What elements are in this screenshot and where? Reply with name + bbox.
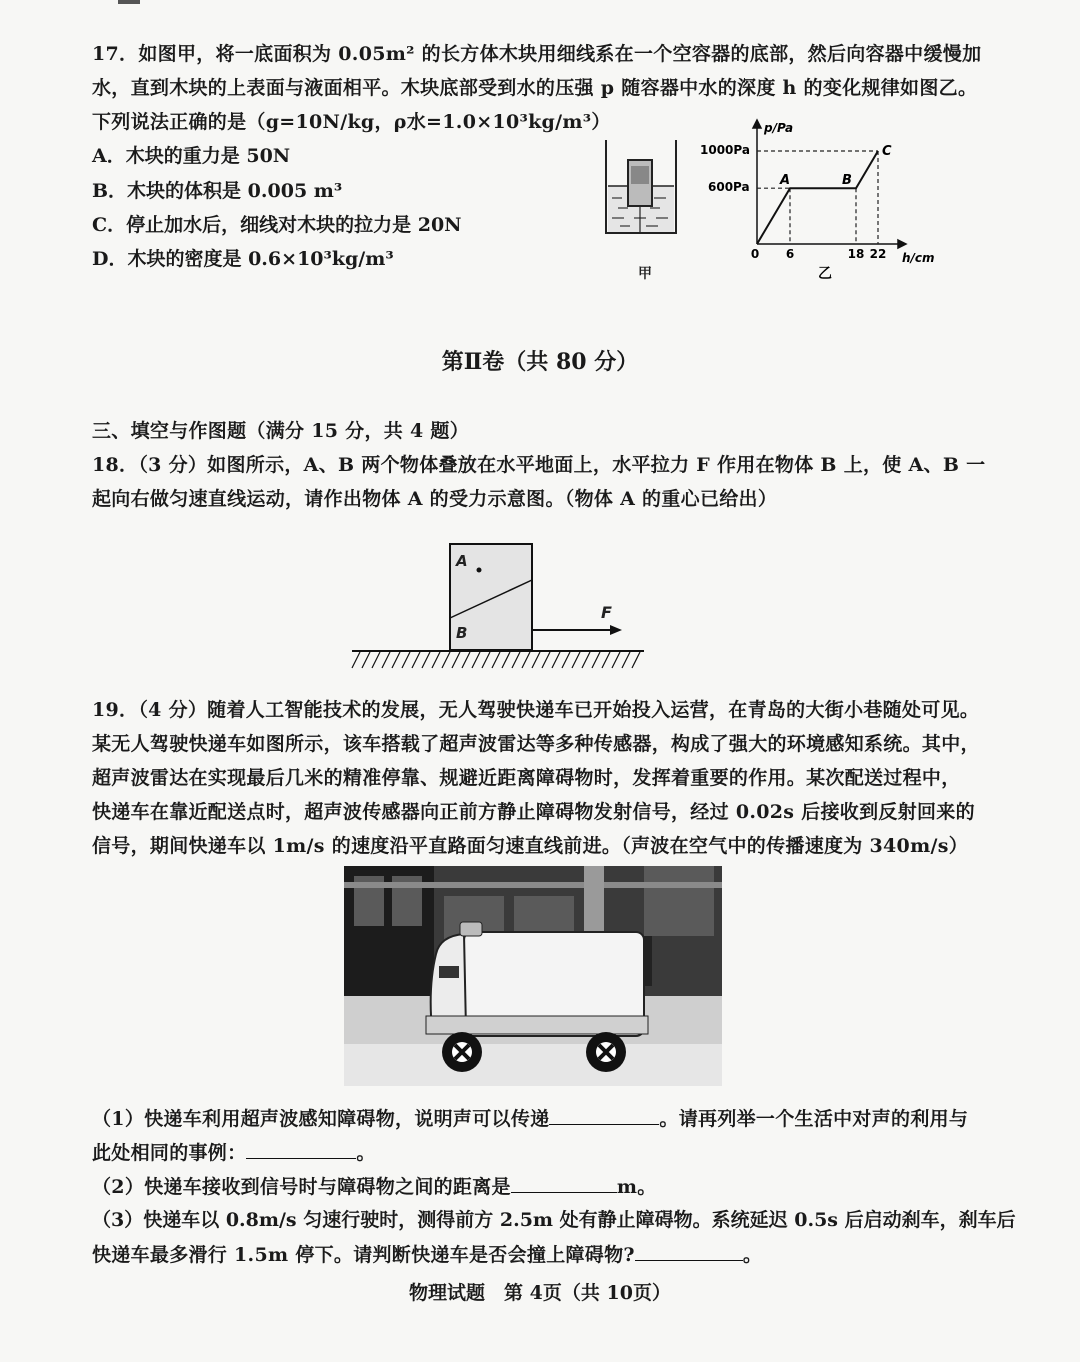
q19-sub1-line-1 — [92, 1106, 968, 1131]
q19-line-1: 19．（4 分）随着人工智能技术的发展，无人驾驶快递车已开始投入运营，在青岛的大街小巷随处可见。 — [92, 699, 980, 721]
hatch-stroke — [412, 652, 420, 668]
fig-jia-caption: 甲 — [638, 266, 652, 282]
q17-option-a: A．木块的重力是 50N — [92, 145, 291, 167]
fig-yi-graph — [690, 112, 950, 287]
point-label-b: B — [842, 173, 852, 189]
q17-option-d: D．木块的密度是 0.6×10³kg/m³ — [92, 248, 394, 270]
q17-line-1: 17．如图甲，将一底面积为 0.05m² 的长方体木块用细线系在一个空容器的底部，然后向容器中缓慢加 — [92, 43, 982, 65]
fig-yi-caption: 乙 — [818, 266, 832, 282]
hatch-stroke — [392, 652, 400, 668]
hatch-stroke — [622, 652, 630, 668]
hatch-stroke — [462, 652, 470, 668]
x-axis-label: h/cm — [902, 251, 935, 265]
y-tick-600: 600Pa — [708, 180, 750, 194]
q19-sub1-text-a: （1）快递车利用超声波感知障碍物，说明声可以传递 — [92, 1108, 550, 1130]
hatch-stroke — [572, 652, 580, 668]
hatch-stroke — [442, 652, 450, 668]
hatch-stroke — [632, 652, 640, 668]
hatch-stroke — [502, 652, 510, 668]
q17-option-c: C．停止加水后，细线对木块的拉力是 20N — [92, 214, 462, 236]
hatch-stroke — [532, 652, 540, 668]
q19-sub1-line-2 — [92, 1140, 376, 1165]
q19-line-2: 某无人驾驶快递车如图所示，该车搭载了超声波雷达等多种传感器，构成了强大的环境感知系统。其中， — [92, 733, 980, 755]
hatch-stroke — [432, 652, 440, 668]
q19-sub1-text-c: 此处相同的事例： — [92, 1142, 247, 1164]
q17-line-2: 水，直到木块的上表面与液面相平。木块底部受到水的压强 p 随容器中水的深度 h 的变化规律如图乙。 — [92, 77, 978, 99]
y-tick-1000: 1000Pa — [700, 143, 750, 157]
fig-q18-blocks — [346, 538, 656, 678]
hatch-stroke — [352, 652, 360, 668]
top-edge-mark — [118, 0, 140, 4]
fig-jia-container — [598, 138, 688, 283]
q19-sub3-text-b: 快递车最多滑行 1.5m 停下。请判断快递车是否会撞上障碍物? — [92, 1244, 635, 1266]
q19-line-4: 快递车在靠近配送点时，超声波传感器向正前方静止障碍物发射信号，经过 0.02s 后接收到反射回来的 — [92, 801, 975, 823]
section-2-title: 第Ⅱ卷（共 80 分） — [441, 349, 639, 375]
q17-option-b: B．木块的体积是 0.005 m³ — [92, 180, 343, 202]
q19-line-3: 超声波雷达在实现最后几米的精准停靠、规避近距离障碍物时，发挥着重要的作用。某次配送过程中， — [92, 767, 961, 789]
q19-line-5: 信号，期间快递车以 1m/s 的速度沿平直路面匀速直线前进。（声波在空气中的传播速度为 340m/s） — [92, 835, 969, 857]
hatch-stroke — [582, 652, 590, 668]
label-f: F — [601, 603, 612, 622]
page-footer: 物理试题 第 4页（共 10页） — [409, 1282, 671, 1304]
q19-sub1-blank-2[interactable] — [246, 1140, 356, 1159]
y-axis-label: p/Pa — [764, 121, 794, 135]
x-tick-0: 0 — [750, 247, 760, 261]
hatch-stroke — [372, 652, 380, 668]
force-f-arrowhead — [610, 625, 622, 635]
x-tick-6: 6 — [785, 247, 795, 261]
q19-sub1-blank-1[interactable] — [549, 1106, 659, 1125]
hatch-stroke — [602, 652, 610, 668]
y-axis-arrow — [753, 120, 761, 128]
hatch-stroke — [512, 652, 520, 668]
ground-hatching — [352, 652, 640, 668]
q18-line-1: 18．（3 分）如图所示，A、B 两个物体叠放在水平地面上，水平拉力 F 作用在物体 B 上，使 A、B 一 — [92, 454, 986, 476]
delivery-vehicle-photo — [344, 866, 722, 1086]
q17-line-3: 下列说法正确的是（g=10N/kg，ρ水=1.0×10³kg/m³） — [92, 111, 611, 133]
q18-line-2: 起向右做匀速直线运动，请作出物体 A 的受力示意图。（物体 A 的重心已给出） — [92, 488, 778, 510]
q19-sub1-text-d: 。 — [356, 1142, 376, 1164]
hatch-stroke — [422, 652, 430, 668]
hatch-stroke — [552, 652, 560, 668]
hatch-stroke — [592, 652, 600, 668]
q19-sub2-text-a: （2）快递车接收到信号时与障碍物之间的距离是 — [92, 1176, 511, 1198]
q19-sub2-line — [92, 1174, 657, 1199]
hatch-stroke — [472, 652, 480, 668]
q19-sub1-text-b: 。请再列举一个生活中对声的利用与 — [659, 1108, 969, 1130]
q19-sub3-text-c: 。 — [742, 1244, 763, 1266]
q19-sub3-blank[interactable] — [635, 1242, 743, 1261]
center-of-gravity-a — [477, 568, 482, 573]
label-a: A — [456, 552, 468, 570]
q19-sub2-text-b: m。 — [616, 1176, 657, 1198]
hatch-stroke — [492, 652, 500, 668]
q19-sub3-line-1: （3）快递车以 0.8m/s 匀速行驶时，测得前方 2.5m 处有静止障碍物。系统延迟 0.5s 后启动刹车，刹车后 — [92, 1209, 1016, 1231]
point-label-a: A — [780, 173, 791, 189]
x-tick-22: 22 — [869, 247, 887, 261]
hatch-stroke — [542, 652, 550, 668]
pressure-curve — [757, 151, 878, 244]
hatch-stroke — [402, 652, 410, 668]
hatch-stroke — [452, 652, 460, 668]
hatch-stroke — [362, 652, 370, 668]
section-3-heading: 三、填空与作图题（满分 15 分，共 4 题） — [92, 420, 470, 442]
hatch-stroke — [612, 652, 620, 668]
hatch-stroke — [522, 652, 530, 668]
point-label-c: C — [882, 144, 892, 159]
x-tick-18: 18 — [847, 247, 865, 261]
hatch-stroke — [482, 652, 490, 668]
q19-sub2-blank[interactable] — [511, 1174, 617, 1193]
label-b: B — [456, 624, 468, 642]
hatch-stroke — [562, 652, 570, 668]
hatch-stroke — [382, 652, 390, 668]
q19-sub3-line-2 — [92, 1242, 762, 1267]
x-axis-arrow — [898, 240, 906, 248]
